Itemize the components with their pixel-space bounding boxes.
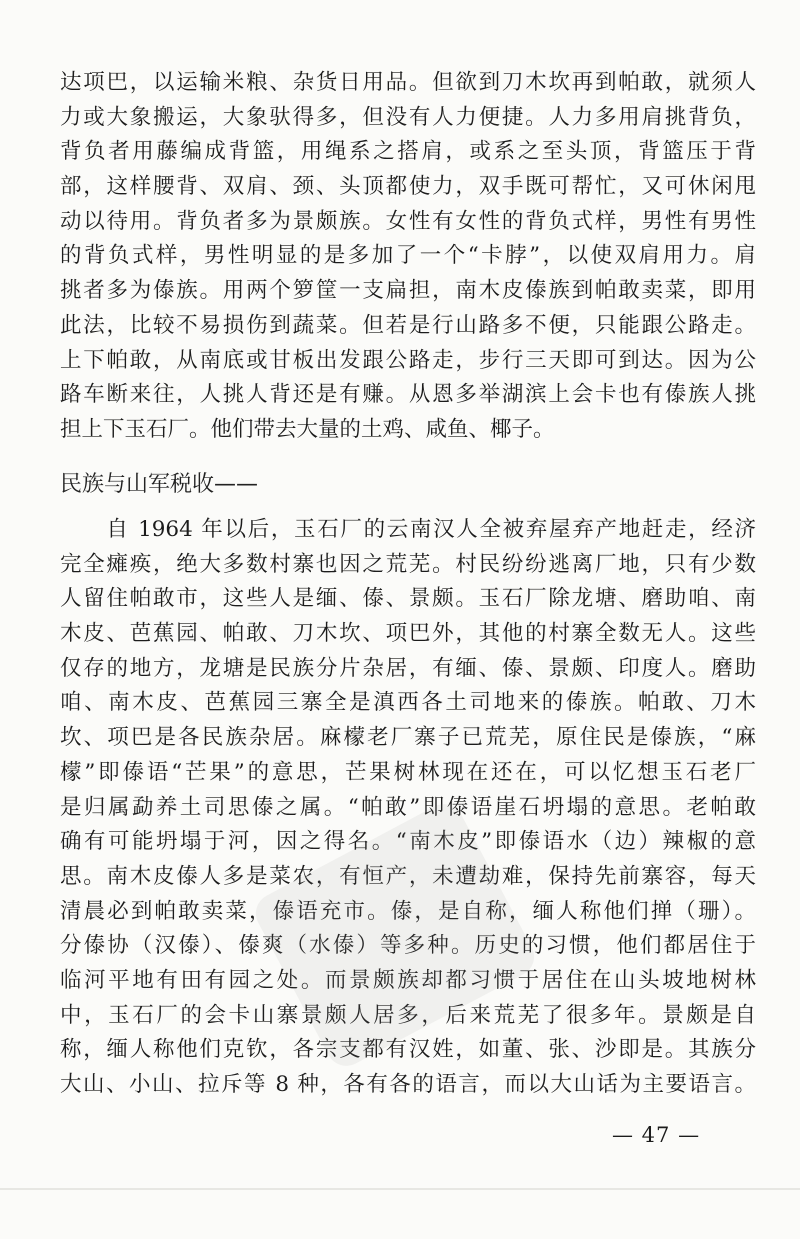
text-line: 咱、南木皮、芭蕉园三寨全是滇西各土司地来的傣族。帕敢、刀木 — [60, 690, 756, 716]
text-line: 中，玉石厂的会卡山寨景颇人居多，后来荒芜了很多年。景颇是自 — [60, 1002, 756, 1028]
text-line: 的背负式样，男性明显的是多加了一个“卡脖”，以使双肩用力。肩 — [60, 243, 756, 269]
text-line: 坎、项巴是各民族杂居。麻檬老厂寨子已荒芜，原住民是傣族，“麻 — [60, 725, 756, 751]
text-line: 完全瘫痪，绝大多数村寨也因之荒芜。村民纷纷逃离厂地，只有少数 — [60, 551, 756, 577]
page-number: — 47 — — [612, 1123, 701, 1147]
text-line: 确有可能坍塌于河，因之得名。“南木皮”即傣语水（边）辣椒的意 — [60, 829, 756, 855]
text-line: 檬”即傣语“芒果”的意思，芒果树林现在还在，可以忆想玉石老厂 — [60, 759, 756, 785]
paragraph-1 — [60, 66, 756, 448]
text-line: 大山、小山、拉斥等 8 种，各有各的语言，而以大山话为主要语言。 — [60, 1072, 756, 1097]
text-line: 思。南木皮傣人多是菜农，有恒产，未遭劫难，保持先前寨容，每天 — [60, 863, 756, 889]
text-line: 自 1964 年以后，玉石厂的云南汉人全被弃屋弃产地赶走，经济 — [60, 517, 756, 542]
text-line: 此法，比较不易损伤到蔬菜。但若是行山路多不便，只能跟公路走。 — [60, 312, 756, 338]
text-line: 临河平地有田有园之处。而景颇族却都习惯于居住在山头坡地树林 — [60, 967, 756, 993]
text-line: 部，这样腰背、双肩、颈、头顶都使力，双手既可帮忙，又可休闲甩 — [60, 174, 756, 200]
text-line: 分傣协（汉傣）、傣爽（水傣）等多种。历史的习惯，他们都居住于 — [60, 933, 756, 959]
text-line: 路车断来往，人挑人背还是有赚。从恩多举湖滨上会卡也有傣族人挑 — [60, 382, 756, 408]
section-heading: 民族与山军税收—— — [60, 472, 259, 497]
text-line: 担上下玉石厂。他们带去大量的土鸡、咸鱼、椰子。 — [60, 416, 555, 442]
text-line: 木皮、芭蕉园、帕敢、刀木坎、项巴外，其他的村寨全数无人。这些 — [60, 621, 756, 647]
text-line: 仅存的地方，龙塘是民族分片杂居，有缅、傣、景颇、印度人。磨助 — [60, 655, 756, 681]
text-line: 力或大象搬运，大象驮得多，但没有人力便捷。人力多用肩挑背负， — [60, 104, 756, 130]
text-line: 动以待用。背负者多为景颇族。女性有女性的背负式样，男性有男性 — [60, 208, 756, 234]
text-line: 人留住帕敢市，这些人是缅、傣、景颇。玉石厂除龙塘、磨助咱、南 — [60, 586, 756, 612]
text-line: 达项巴，以运输米粮、杂货日用品。但欲到刀木坎再到帕敢，就须人 — [60, 70, 756, 95]
text-line: 挑者多为傣族。用两个箩筐一支扁担，南木皮傣族到帕敢卖菜，即用 — [60, 278, 756, 304]
page-bottom-edge — [0, 1188, 800, 1190]
text-line: 上下帕敢，从南底或甘板出发跟公路走，步行三天即可到达。因为公 — [60, 347, 756, 373]
text-line: 称，缅人称他们克钦，各宗支都有汉姓，如董、张、沙即是。其族分 — [60, 1037, 756, 1063]
text-line: 是归属勐养土司思傣之属。“帕敢”即傣语崖石坍塌的意思。老帕敢 — [60, 794, 756, 820]
text-line: 背负者用藤编成背篮，用绳系之搭肩，或系之至头顶，背篮压于背 — [60, 139, 756, 165]
text-line: 清晨必到帕敢卖菜，傣语充市。傣，是自称，缅人称他们掸（珊）。 — [60, 898, 756, 924]
